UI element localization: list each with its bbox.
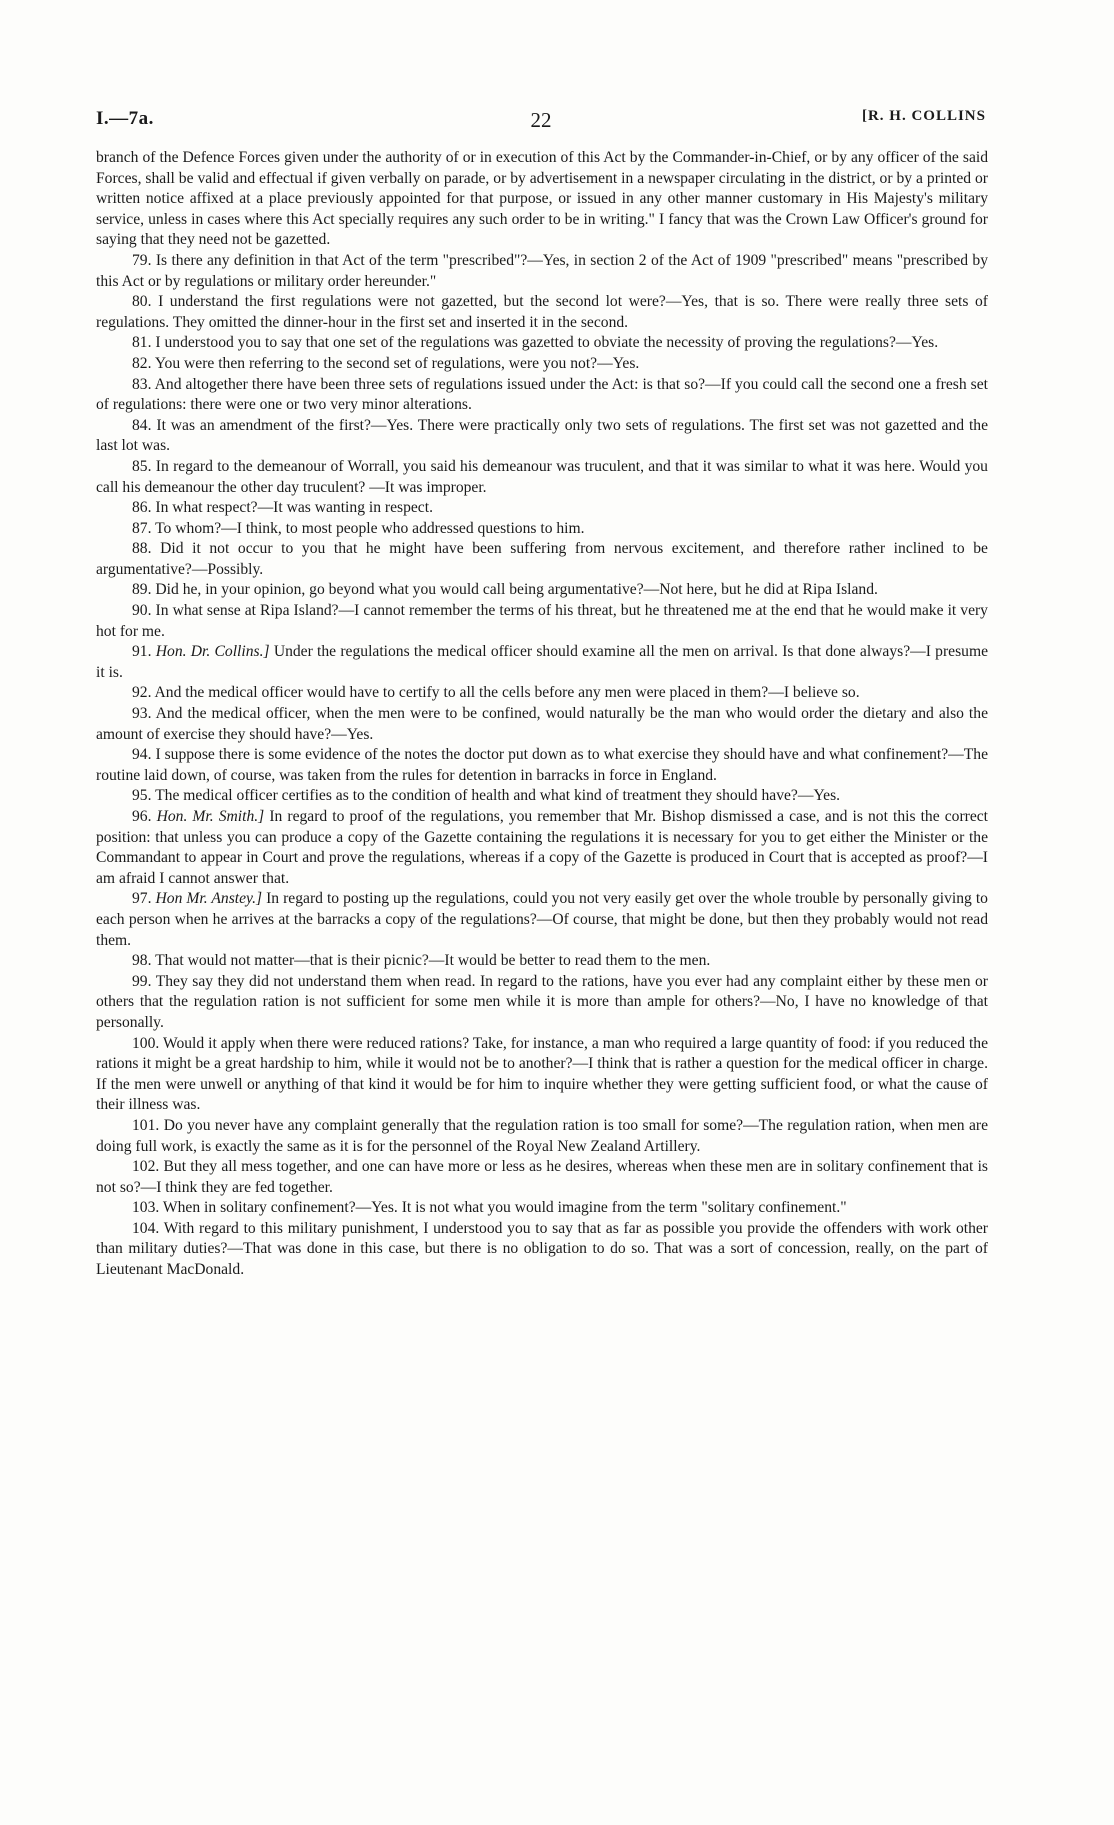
question-number: 90. [132,602,152,620]
question-number: 87. [132,519,152,537]
paragraph-text: In what sense at Ripa Island?—I cannot remember the terms of his threat, but he threatened me at the end that he would make it very hot for me. [96,602,988,640]
paragraph-text: That would not matter—that is their picnic?—It would be better to read them to the men. [155,952,711,970]
paragraph-text: In regard to the demeanour of Worrall, you said his demeanour was truculent, and that it was similar to what it was here. Would you call his demeanour the other day truculent? —It was improper. [96,457,988,496]
question-number: 88. [132,540,152,558]
question-number: 82. [132,354,152,372]
paragraph-text: Under the regulations the medical officer should examine all the men on arrival. Is that done always?—I presume it is. [96,643,989,681]
question-paragraph [96,354,988,375]
question-paragraph [96,704,988,745]
question-number: 91. [132,643,152,661]
question-paragraph [96,148,988,251]
question-paragraph [96,601,988,642]
question-paragraph [96,498,988,519]
question-paragraph [96,333,988,354]
question-number: 86. [132,499,152,517]
question-paragraph [96,1157,988,1198]
paragraph-text: They say they did not understand them when read. In regard to the rations, have you ever had any complaint either by these men or others that the regulation ration is not sufficient for some men while it is more than ample for others?—No, I have no knowledge of that personally. [96,972,988,1031]
question-paragraph [96,1034,988,1116]
paragraph-text: And the medical officer would have to certify to all the cells before any men were placed in them?—I believe so. [154,684,860,702]
question-paragraph [96,786,988,807]
question-paragraph [96,642,988,683]
question-paragraph [96,807,988,889]
paragraph-text: To whom?—I think, to most people who addressed questions to him. [155,519,585,537]
question-paragraph [96,683,988,704]
question-number: 81. [132,334,152,352]
question-number: 89. [132,581,152,599]
document-reference: I.—7a. [96,108,154,129]
paragraph-text: In regard to posting up the regulations, could you not very easily get over the whole trouble by personally giving to each person when he arrives at the barracks a copy of the regulations?—Of course, that might be done, but then they probably would not read them. [96,890,988,949]
question-paragraph [96,457,988,498]
question-paragraph [96,519,988,540]
question-number: 103. [132,1199,160,1217]
paragraph-text: The medical officer certifies as to the condition of health and what kind of treatment they should have?—Yes. [155,787,841,805]
paragraph-text: Did it not occur to you that he might have been suffering from nervous excitement, and therefore rather inclined to be argumentative?—Possibly. [96,540,988,578]
paragraph-text: In regard to proof of the regulations, you remember that Mr. Bishop dismissed a case, and is not this the correct position: that unless you can produce a copy of the Gazette containing the regulations it is necessary for you to get either the Minister or the Commandant to appear in Court and prove the regulations, whereas if a copy of the Gazette is produced in Court that is accepted as proof?—I am afraid I cannot answer that. [96,808,989,887]
paragraph-text: Do you never have any complaint generally that the regulation ration is too small for some?—The regulation ration, when men are doing full work, is exactly the same as it is for the personnel of the Royal New Zealand Artillery. [96,1116,988,1155]
question-number: 83. [132,375,152,393]
question-number: 84. [132,416,152,434]
question-number: 92. [132,684,152,702]
question-number: 102. [132,1158,160,1176]
question-paragraph [96,292,988,333]
paragraph-text: And the medical officer, when the men were to be confined, would naturally be the man who would order the dietary and also the amount of exercise they should have?—Yes. [96,705,988,743]
question-number: 97. [132,890,152,908]
paragraph-text: I suppose there is some evidence of the notes the doctor put down as to what exercise they should have and what confinement?—The routine laid down, of course, was taken from the rules for detention in barracks in force in England. [96,746,988,784]
question-paragraph [96,889,988,951]
question-number: 79. [132,251,152,269]
question-number: 104. [132,1219,160,1237]
question-number: 93. [132,705,152,723]
witness-name: [R. H. COLLINS [861,108,986,124]
paragraph-text: I understood you to say that one set of the regulations was gazetted to obviate the necessity of proving the regulations?—Yes. [155,334,939,352]
paragraph-text: When in solitary confinement?—Yes. It is not what you would imagine from the term "solitary confinement." [162,1199,847,1217]
question-paragraph [96,539,988,580]
page-header [96,108,986,132]
speaker-name: Hon Mr. Anstey.] [155,890,263,908]
speaker-name: Hon. Dr. Collins.] [155,643,270,661]
question-number: 98. [132,952,152,970]
paragraph-text: You were then referring to the second set of regulations, were you not?—Yes. [154,354,640,372]
paragraph-text: With regard to this military punishment, I understood you to say that as far as possible you provide the offenders with work other than military duties?—That was done in this case, but there is no obligation to do so. That was a sort of concession, really, on the part of Lieutenant MacDonald. [96,1219,988,1279]
speaker-name: Hon. Mr. Smith.] [156,808,265,825]
question-number: 85. [132,457,152,475]
question-paragraph [96,251,988,292]
paragraph-text: In what respect?—It was wanting in respect. [155,499,433,517]
question-paragraph [96,1219,988,1281]
paragraph-text: Is there any definition in that Act of the term "prescribed"?—Yes, in section 2 of the Act of 1909 "prescribed" means "prescribed by this Act or by regulations or military order hereunder." [96,251,988,290]
question-number: 101. [132,1116,160,1134]
paragraph-text: Did he, in your opinion, go beyond what you would call being argumentative?—Not here, but he did at Ripa Island. [155,581,878,599]
question-number: 95. [132,787,152,805]
paragraph-text: But they all mess together, and one can have more or less as he desires, whereas when these men are in solitary confinement that is not so?—I think they are fed together. [96,1158,988,1196]
question-paragraph [96,1198,988,1219]
paragraph-text: It was an amendment of the first?—Yes. There were practically only two sets of regulations. The first set was not gazetted and the last lot was. [96,416,988,455]
question-paragraph [96,972,988,1034]
question-paragraph [96,375,988,416]
paragraph-text: And altogether there have been three sets of regulations issued under the Act: is that so?—If you could call the second one a fresh set of regulations: there were one or two very minor alterations. [96,375,988,414]
question-paragraph [96,580,988,601]
question-number: 80. [132,293,152,311]
page-number: 22 [530,108,552,132]
question-number: 100. [132,1034,160,1052]
question-paragraph [96,745,988,786]
paragraph-text: I understand the first regulations were not gazetted, but the second lot were?—Yes, that is so. There were really three sets of regulations. They omitted the dinner-hour in the first set and inserted it in the second. [96,293,988,331]
paragraph-text: Would it apply when there were reduced rations? Take, for instance, a man who required a large quantity of food: if you reduced the rations it might be a great hardship to him, while it would not be to another?—I think that is rather a question for the medical officer in charge. If the men were unwell or anything of that kind it would be for him to inquire whether they were getting sufficient food, or what the cause of their illness was. [96,1034,988,1114]
question-paragraph [96,951,988,972]
question-number: 99. [132,972,152,990]
document-body [96,148,988,1281]
paragraph-text: branch of the Defence Forces given under the authority of or in execution of this Act by the Commander-in-Chief, or by any officer of the said Forces, shall be valid and effectual if given verbally on parade, or by advertisement in a newspaper circulating in the district, or by a printed or written notice affixed at a place previously appointed for that purpose, or issued in any other manner customary in His Majesty's military service, unless in cases where this Act specially requires any such order to be in writing." I fancy that was the Crown Law Officer's ground for saying that they need not be gazetted. [96,149,988,249]
question-paragraph [96,1116,988,1157]
question-number: 94. [132,746,152,764]
question-paragraph [96,416,988,457]
question-number: 96. [132,808,152,825]
